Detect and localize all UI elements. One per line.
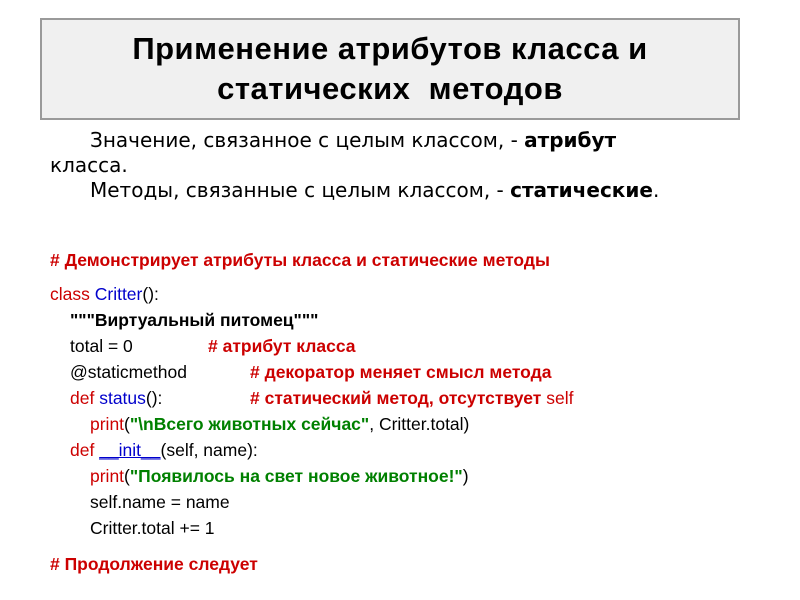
code-comment-footer [50,552,258,576]
keyword-print-2: print [90,466,125,486]
intro-line-1 [50,128,750,153]
keyword-print-1: print [90,414,125,434]
total-comment: # атрибут класса [208,336,356,356]
slide-title-box [40,18,740,120]
code-line-def-init [50,438,258,462]
status-comment: # статический метод, отсутствует [250,388,547,408]
staticmethod-comment: # декоратор меняет смысл метода [250,362,552,382]
code-line-staticmethod [50,360,551,384]
intro-term-class-attribute: атрибут [524,128,617,152]
code-line-print-total [50,412,469,436]
print-2-string: "Появилось на свет новое животное!" [129,466,463,486]
print-1-open: ( [124,414,130,434]
status-comment-self: self [546,388,574,408]
staticmethod-decorator: @staticmethod [70,362,187,382]
print-1-string: "\nВсего животных сейчас" [129,414,370,434]
slide-title-line-2: статических методов [217,71,563,106]
code-line-total [50,334,356,358]
keyword-class: class [50,284,95,304]
intro-text [50,128,750,203]
init-tail: (self, name): [160,440,258,460]
method-name-init: __init__ [99,440,161,460]
print-2-tail: ) [462,466,469,486]
code-line-class [50,282,159,306]
print-1-tail: , Critter.total) [369,414,470,434]
intro-line-3 [50,178,750,203]
slide-title-line-1: Применение атрибутов класса и [132,31,648,66]
code-comment-header [50,248,550,272]
intro-term-static: статические [510,178,653,202]
total-statement: total = 0 [70,336,133,356]
code-line-self-name: self.name = name [90,492,230,512]
code-line-total-inc: Critter.total += 1 [90,518,215,538]
class-tail: (): [142,284,159,304]
keyword-def-init: def [70,440,100,460]
print-2-open: ( [124,466,130,486]
docstring: """Виртуальный питомец""" [70,310,319,330]
comment-footer-text: # Продолжение следует [50,554,258,574]
code-line-def-status [50,386,573,410]
status-tail: (): [145,388,163,408]
method-name-status: status [99,388,146,408]
intro-line-3-period: . [652,178,660,202]
code-line-print-new [50,464,469,488]
intro-line-1-text: Значение, связанное с целым классом, - [90,128,525,152]
intro-line-2: класса. [50,153,128,177]
comment-header-text: # Демонстрирует атрибуты класса и статические методы [50,250,550,270]
class-name: Critter [94,284,143,304]
code-line-docstring [50,308,318,332]
intro-line-3-text: Методы, связанные с целым классом, - [90,178,511,202]
keyword-def-status: def [70,388,100,408]
